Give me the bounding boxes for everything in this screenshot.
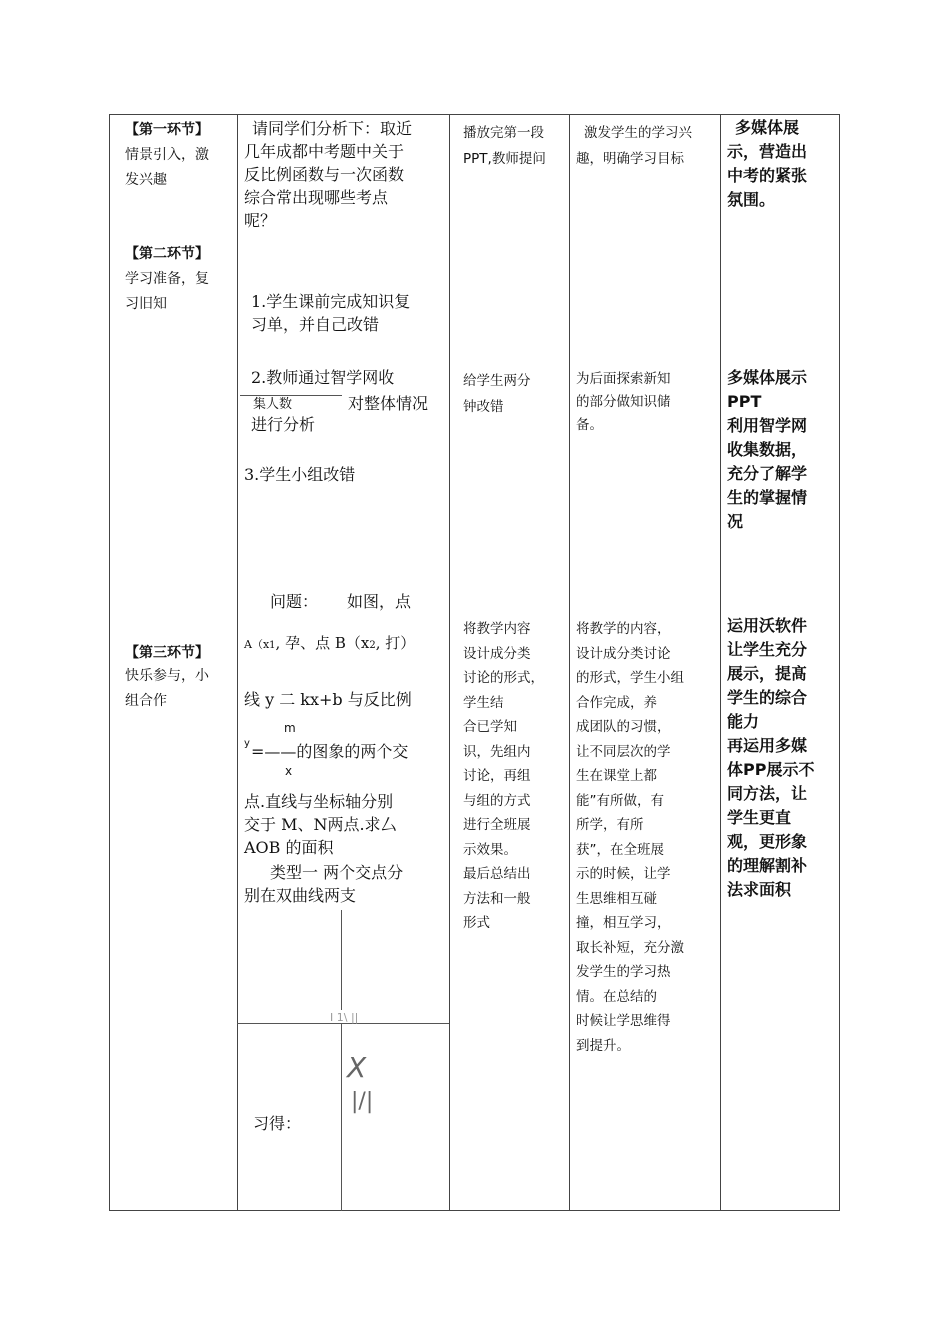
step-2-overall: 对整体情况 [348,394,429,413]
step-2: 2.教师通过智学网收 [251,368,395,387]
section1-title: 【第一环节】 [125,122,209,138]
intro-question: 请同学们分析下：取近 几年成都中考题中关于 反比例函数与一次函数 综合常出现哪些考点 呢？ [244,119,413,230]
media-note-2: 多媒体展示 PPT 利用智学网 收集数据， 充分了解学 生的掌握情 况 [727,368,808,531]
underline-mark [240,395,342,396]
step-2-analysis: 进行分析 [251,415,316,434]
step-3: 3.学生小组改错 [244,465,356,484]
teacher-activity-1: 播放完第一段 PPT,教师提问 [463,125,546,167]
figure-axis-line [341,910,342,1010]
section1-body: 情景引入，激 发兴趣 [125,147,209,188]
problem-line-equation: 线 y 二 kx+b 与反比例 [244,690,412,709]
fraction-y: y [244,738,250,749]
problem-rest: 点.直线与坐标轴分别 交于 M、N两点.求厶 AOB 的面积 [244,792,397,857]
fraction-numerator: m [284,721,296,735]
problem-label: 问题： [270,592,319,611]
scribble-mark: |/| [351,1089,374,1114]
column-divider [449,114,450,1211]
design-intent-1: 激发学生的学习兴 趣，明确学习目标 [576,125,692,167]
section3-title: 【第三环节】 [125,645,209,661]
scribble-x: X [347,1051,367,1084]
type-one: 类型一 两个交点分 别在双曲线两支 [244,863,404,905]
media-note-1: 多媒体展 示，营造出 中考的紧张 氛围。 [727,118,808,209]
column-divider [237,114,238,1211]
design-intent-2: 为后面探索新知 的部分做知识储 备。 [576,371,671,433]
section2-body: 学习准备，复 习旧知 [125,271,209,312]
teacher-activity-3: 将教学内容 设计成分类 讨论的形式， 学生结 合已学知 识，先组内 讨论，再组 与组的方式 进行全班展 示效果。 最后总结出 方法和一般 形式 [463,621,544,931]
section2-title: 【第二环节】 [125,246,209,262]
step-2-collected-count: 集人数 [253,397,293,412]
step-1: 1.学生课前完成知识复 习单，并自己改错 [251,292,411,334]
problem-intro: 如图，点 [347,592,412,611]
column-divider [569,114,570,1211]
design-intent-3: 将教学的内容， 设计成分类讨论 的形式，学生小组 合作完成，养 成团队的习惯， 让不同层次的学 生在课堂上都 能”有所做，有 所学，有所 获”，在全班展 示的时候，让学 生思维相互碰 撞，相互学习， 取长补短，充分激 发学生的学习热 情。在总结的 时候让学思维得 到提升。 [576,621,684,1054]
learned-label: 习得： [253,1114,302,1133]
scribble-text: I 1\ || [330,1011,359,1024]
problem-points: A（x1, 孕、点 B（x2, 打） [244,634,416,652]
media-note-3: 运用沃软件 让学生充分 展示，提髙 学生的综合 能力 再运用多媒 体PP展示不 同方法，让 学生更直 观，更形象 的理解割补 法求面积 [727,616,815,899]
figure-axis-line [341,1024,342,1211]
section3-body: 快乐参与，小 组合作 [125,668,209,709]
fraction-denominator: x [285,764,293,778]
column-divider [720,114,721,1211]
teacher-activity-2: 给学生两分 钟改错 [463,373,531,415]
fraction-equation: =——的图象的两个交 [251,742,409,761]
